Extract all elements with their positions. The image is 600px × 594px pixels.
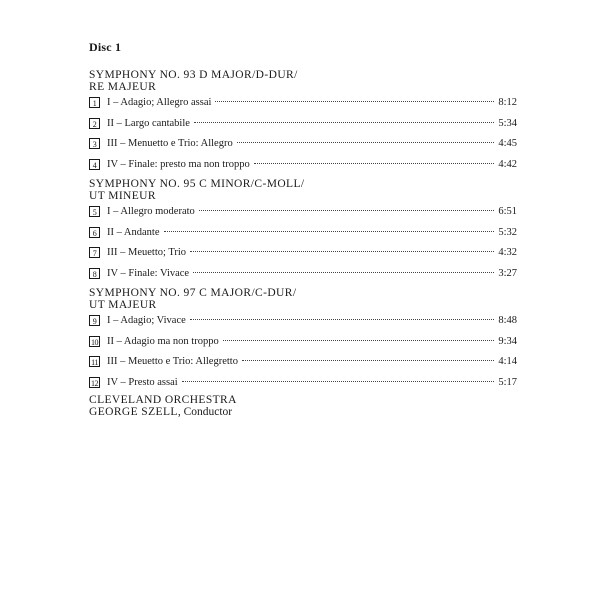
dot-leader (194, 122, 494, 123)
track-duration: 8:48 (498, 315, 517, 326)
track-duration: 6:51 (498, 206, 517, 217)
symphony-heading-line1: SYMPHONY NO. 97 C MAJOR/C-DUR/ (89, 287, 297, 299)
symphony-heading (89, 69, 517, 93)
track-duration: 5:34 (498, 117, 517, 129)
symphony-block (89, 178, 517, 287)
track-title: III – Menuetto e Trio: Allegro (107, 138, 233, 149)
tracklist-page (89, 40, 517, 418)
track-number-box: 8 (89, 268, 100, 279)
track-row (89, 137, 517, 158)
symphony-heading-line2: UT MAJEUR (89, 299, 157, 311)
track-number-box: 7 (89, 247, 100, 258)
track-row (89, 158, 517, 179)
track-duration: 4:32 (498, 247, 517, 258)
track-number-box: 12 (91, 378, 98, 388)
track-row (89, 314, 517, 335)
track-duration: 9:34 (498, 335, 517, 347)
conductor-name: GEORGE SZELL (89, 406, 178, 418)
symphony-heading (89, 287, 517, 311)
track-row (89, 205, 517, 226)
symphony-heading-line2: RE MAJEUR (89, 81, 157, 93)
track-duration: 4:14 (498, 356, 517, 367)
orchestra-name: CLEVELAND ORCHESTRA (89, 394, 237, 406)
dot-leader (182, 381, 495, 382)
dot-leader (223, 340, 495, 341)
track-row (89, 96, 517, 117)
track-title: II – Adagio ma non troppo (107, 335, 219, 347)
dot-leader (190, 319, 495, 320)
dot-leader (215, 101, 494, 102)
conductor-role: , Conductor (177, 406, 233, 418)
dot-leader (254, 163, 495, 164)
track-row (89, 246, 517, 267)
credits (89, 394, 517, 418)
dot-leader (242, 360, 494, 361)
track-list (89, 314, 517, 396)
track-list (89, 96, 517, 178)
dot-leader (237, 142, 495, 143)
symphony-block (89, 287, 517, 396)
track-title: I – Adagio; Vivace (107, 315, 186, 326)
track-title: IV – Presto assai (107, 376, 178, 388)
conductor-line (89, 406, 517, 418)
track-title: III – Meuetto e Trio: Allegretto (107, 356, 238, 367)
symphony-heading-line1: SYMPHONY NO. 93 D MAJOR/D-DUR/ (89, 69, 298, 81)
track-duration: 3:27 (498, 267, 517, 279)
track-row (89, 117, 517, 138)
symphony-heading-line2: UT MINEUR (89, 190, 156, 202)
track-row (89, 376, 517, 397)
track-row (89, 355, 517, 376)
disc-title: Disc 1 (89, 40, 122, 54)
track-title: II – Andante (107, 226, 160, 238)
track-title: III – Meuetto; Trio (107, 247, 187, 258)
track-list (89, 205, 517, 287)
symphony-heading-line1: SYMPHONY NO. 95 C MINOR/C-MOLL/ (89, 178, 305, 190)
track-title: II – Largo cantabile (107, 117, 190, 129)
track-duration: 5:32 (498, 226, 517, 238)
track-number-box: 1 (89, 97, 100, 108)
track-row (89, 335, 517, 356)
track-duration: 4:42 (498, 158, 517, 170)
dot-leader (193, 272, 494, 273)
dot-leader (190, 251, 494, 252)
track-row (89, 226, 517, 247)
symphony-block (89, 69, 517, 178)
track-number-box: 6 (89, 227, 100, 238)
dot-leader (164, 231, 495, 232)
track-row (89, 267, 517, 288)
symphony-heading (89, 178, 517, 202)
track-duration: 5:17 (498, 376, 517, 388)
track-number-box: 2 (89, 118, 100, 129)
track-number-box: 11 (89, 356, 100, 367)
dot-leader (199, 210, 495, 211)
track-number-box: 10 (91, 337, 98, 347)
track-title: IV – Finale: presto ma non troppo (107, 158, 250, 170)
track-title: I – Allegro moderato (107, 206, 195, 217)
track-number-box: 9 (89, 315, 100, 326)
symphony-list (89, 69, 517, 396)
track-duration: 8:12 (498, 97, 517, 108)
track-duration: 4:45 (498, 138, 517, 149)
track-title: IV – Finale: Vivace (107, 267, 190, 279)
track-number-box: 4 (89, 159, 100, 170)
track-title: I – Adagio; Allegro assai (107, 97, 212, 108)
track-number-box: 3 (89, 138, 100, 149)
track-number-box: 5 (89, 206, 100, 217)
